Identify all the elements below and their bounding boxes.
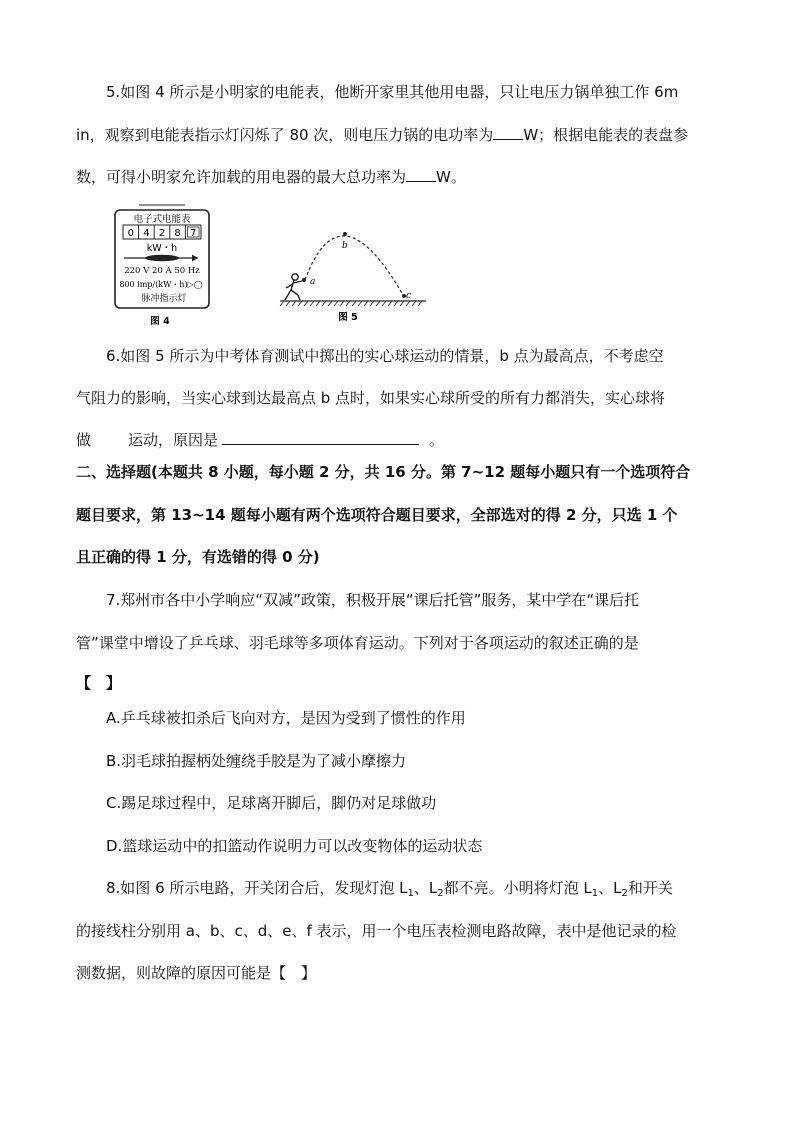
meter-digit: 0 [127,228,134,239]
subscript: 2 [437,888,444,899]
q6-line-3-text-mid: 运动，原因是 [128,431,219,449]
subscript: 1 [407,888,414,899]
pulse-indicator-label: 脉冲指示灯 [141,294,187,304]
q5-line-2 [76,125,688,145]
meter-digit: 2 [158,228,166,239]
meter-digit: 7 [190,228,197,239]
q8-line-1 [106,878,673,904]
q6-line-3 [76,430,444,450]
ground-hatch [280,301,426,306]
q8-line-1-text: 都不亮。小明将灯泡 L [443,879,592,897]
q8-line-1-text: 、L [413,879,438,897]
section-2-line-2: 题目要求，第 13~14 题每小题有两个选项符合题目要求，全部选对的得 2 分，只选 1 个 [76,506,678,524]
figure-5-caption: 图 5 [338,312,358,323]
section-2-line-1: 二、选择题(本题共 8 小题，每小题 2 分，共 16 分。第 7~12 题每小题只有一个选项符合 [76,463,691,481]
q7-option-a: A.乒乓球被扣杀后飞向对方，是因为受到了惯性的作用 [106,709,466,727]
q8-line-1-text: 和开关 [627,879,673,897]
label-c: c [406,291,412,301]
max-power-answer-blank [406,167,436,182]
subscript: 2 [621,888,628,899]
meter-imp-constant: 800 imp/(kW・h)▷◯ [119,280,203,289]
figure-4-caption: 图 4 [150,316,170,327]
meter-digit: 4 [143,228,150,239]
q5-line-2-text-end: W；根据电能表的表盘参 [523,126,689,144]
figure-5 [278,222,428,324]
q7-option-c: C.踢足球过程中，足球离开脚后，脚仍对足球做功 [106,794,437,812]
power-answer-blank [493,125,523,140]
q6-line-3-text-end: 。 [429,431,445,449]
q7-option-b: B.羽毛球拍握柄处缠绕手胶是为了减小摩擦力 [106,752,407,770]
reason-answer-blank [222,430,419,445]
meter-digit: 8 [174,228,181,239]
q8-line-3: 测数据，则故障的原因可能是【 】 [76,964,317,982]
electric-meter-diagram [112,203,212,329]
point-b [343,232,347,236]
meter-title: 电子式电能表 [133,214,191,225]
label-b: b [342,241,348,251]
subscript: 1 [591,888,599,899]
point-a [302,278,306,282]
section-2-line-3: 且正确的得 1 分，有选错的得 0 分) [76,548,320,566]
q5-line-2-text: in，观察到电能表指示灯闪烁了 80 次，则电压力锅的电功率为 [76,126,494,144]
q6-line-2: 气阻力的影响，当实心球到达最高点 b 点时，如果实心球所受的所有力都消失，实心球将 [76,389,666,407]
q5-line-1: 5.如图 4 所示是小明家的电能表，他断开家里其他用电器，只让电压力锅单独工作 6m [106,83,679,101]
q5-line-3-text-end: W。 [436,168,466,186]
meter-unit: kW・h [146,243,178,254]
label-a: a [310,277,316,287]
q6-line-1: 6.如图 5 所示为中考体育测试中掷出的实心球运动的情景，b 点为最高点，不考虑空 [106,347,664,365]
ball-trajectory [305,236,403,295]
q7-option-d: D.篮球运动中的扣篮动作说明力可以改变物体的运动状态 [106,837,483,855]
q5-line-3-text: 数，可得小明家允许加载的用电器的最大总功率为 [76,168,407,186]
q7-line-1: 7.郑州市各中小学响应“双减”政策，积极开展“课后托管”服务，某中学在“课后托 [106,591,640,609]
shot-put-trajectory-diagram [278,222,428,324]
q6-line-3-text: 做 [76,431,92,449]
q8-line-2: 的接线柱分别用 a、b、c、d、e、f 表示，用一个电压表检测电路故障，表中是他记录的检 [76,922,677,940]
meter-rating: 220 V 20 A 50 Hz [124,266,200,276]
q8-line-1-text: 、L [598,879,622,897]
q7-answer-bracket: 【 】 [76,674,122,692]
figure-4 [112,203,212,329]
meter-digit-boxes [123,225,201,239]
athlete-icon [285,274,302,300]
q5-line-3 [76,167,466,187]
q8-line-1-text: 8.如图 6 所示电路，开关闭合后，发现灯泡 L [106,879,408,897]
q7-line-2: 管”课堂中增设了乒乓球、羽毛球等多项体育运动。下列对于各项运动的叙述正确的是 [76,634,639,652]
